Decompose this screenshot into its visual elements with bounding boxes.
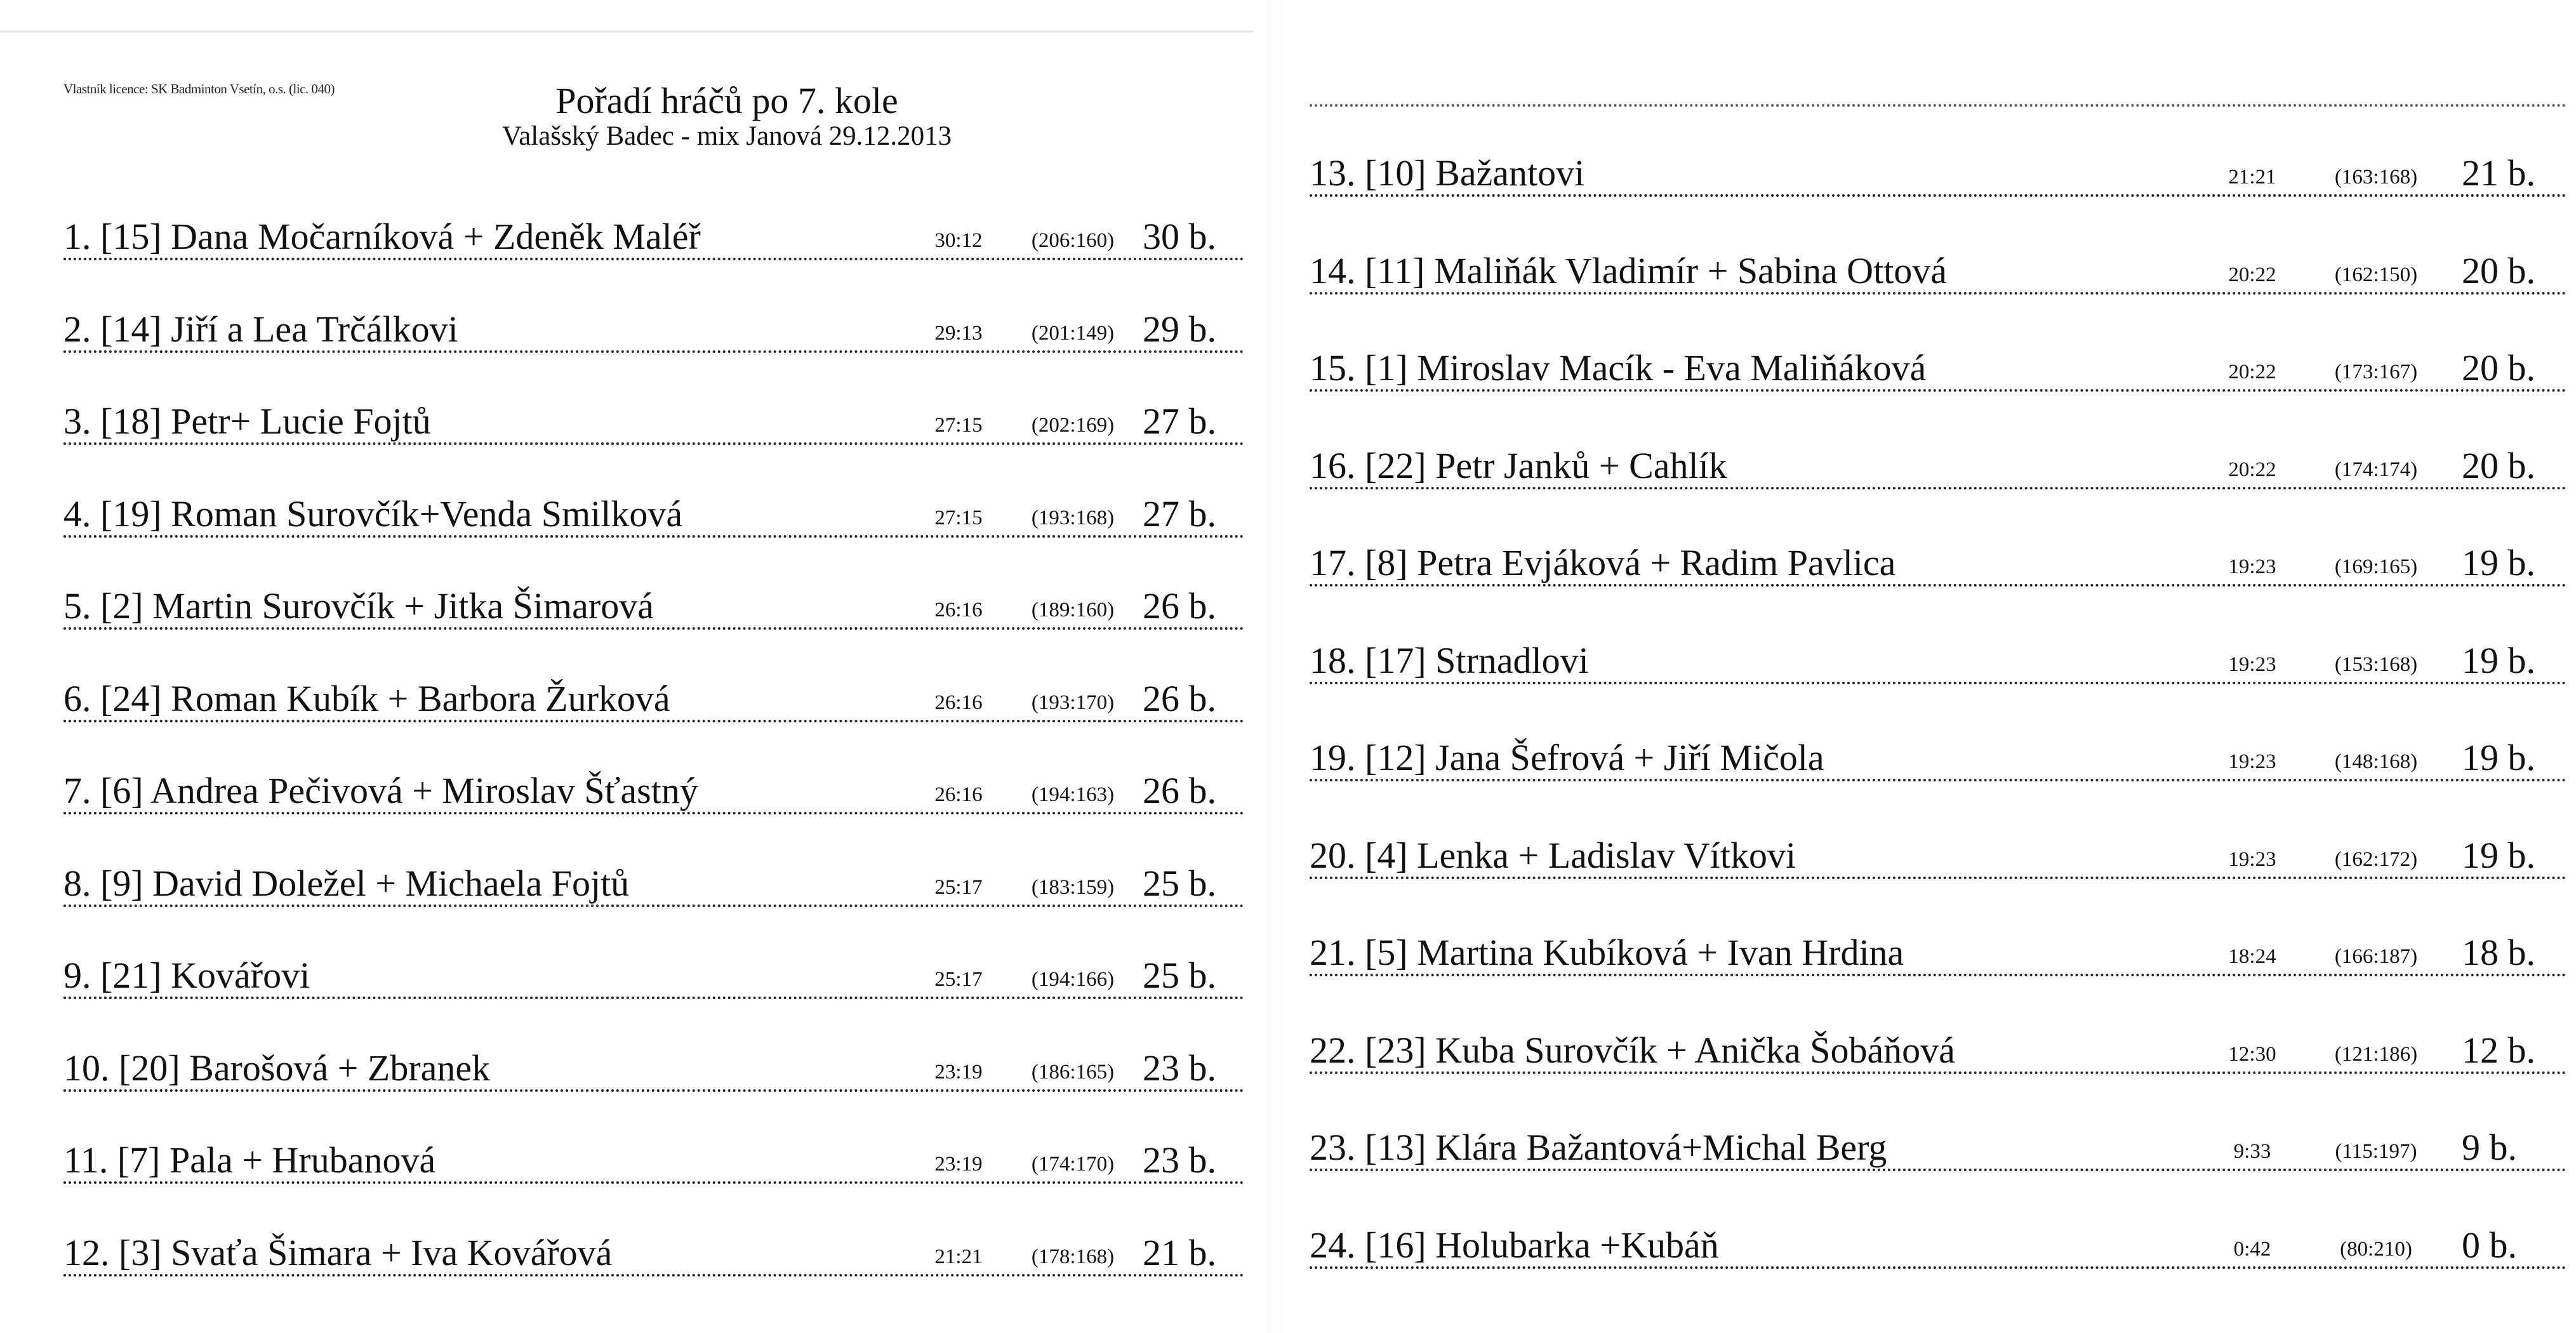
sets-score: 9:33	[2233, 1140, 2271, 1163]
player-pair-label: 11. [7] Pala + Hrubanová	[63, 1139, 436, 1181]
sets-score: 23:19	[934, 1153, 983, 1176]
dotted-leader	[1310, 487, 2566, 489]
standings-row	[63, 640, 1244, 722]
points-total: 20 b.	[2462, 347, 2535, 388]
standings-row	[63, 178, 1244, 260]
page-subtitle: Valašský Badec - mix Janová 29.12.2013	[501, 121, 952, 151]
sets-score: 30:12	[934, 229, 983, 252]
standings-row	[1310, 407, 2566, 489]
dotted-leader	[1310, 194, 2566, 197]
sets-score: 19:23	[2228, 555, 2276, 578]
rally-score: (186:165)	[1031, 1060, 1115, 1084]
player-pair-label: 7. [6] Andrea Pečivová + Miroslav Šťastný	[63, 770, 698, 811]
sets-score: 26:16	[934, 691, 983, 714]
left-page	[0, 0, 1266, 1333]
points-total: 12 b.	[2462, 1029, 2535, 1071]
points-total: 21 b.	[2462, 152, 2535, 194]
standings-row	[63, 362, 1244, 445]
sets-score: 23:19	[934, 1060, 983, 1084]
player-pair-label: 20. [4] Lenka + Ladislav Vítkovi	[1310, 834, 1796, 876]
points-total: 20 b.	[2462, 249, 2535, 291]
points-total: 19 b.	[2462, 737, 2535, 778]
dotted-leader	[63, 1089, 1244, 1092]
rally-score: (162:172)	[2334, 847, 2418, 871]
player-pair-label: 24. [16] Holubarka +Kubáň	[1310, 1224, 1719, 1266]
standings-row	[1310, 1089, 2566, 1171]
standings-row	[1310, 894, 2566, 976]
points-total: 18 b.	[2462, 932, 2535, 973]
dotted-leader	[63, 350, 1244, 353]
rally-score: (193:168)	[1031, 506, 1115, 529]
dotted-leader	[63, 905, 1244, 907]
dotted-leader	[1310, 292, 2566, 295]
sets-score: 19:23	[2228, 653, 2276, 676]
points-total: 29 b.	[1143, 308, 1216, 350]
dotted-leader	[1310, 779, 2566, 781]
player-pair-label: 19. [12] Jana Šefrová + Jiří Mičola	[1310, 737, 1824, 778]
right-page	[1282, 0, 2576, 1333]
standings-row	[1310, 797, 2566, 879]
rally-score: (193:170)	[1031, 691, 1115, 714]
sets-score: 12:30	[2228, 1042, 2276, 1066]
player-pair-label: 2. [14] Jiří a Lea Trčálkovi	[63, 308, 458, 350]
dotted-leader	[1310, 877, 2566, 879]
rally-score: (115:197)	[2335, 1140, 2417, 1163]
points-total: 26 b.	[1143, 770, 1216, 811]
standings-row	[63, 1194, 1244, 1277]
rally-score: (148:168)	[2334, 750, 2418, 773]
player-pair-label: 14. [11] Maliňák Vladimír + Sabina Ottová	[1310, 249, 1948, 291]
standings-row	[63, 917, 1244, 999]
page-top-edge	[0, 30, 1254, 32]
standings-row	[1310, 991, 2566, 1074]
dotted-leader	[1310, 1169, 2566, 1171]
sets-score: 26:16	[934, 783, 983, 806]
player-pair-label: 6. [24] Roman Kubík + Barbora Žurková	[63, 677, 670, 719]
rally-score: (189:160)	[1031, 599, 1115, 621]
player-pair-label: 1. [15] Dana Močarníková + Zdeněk Maléř	[63, 216, 701, 257]
standings-row	[63, 732, 1244, 814]
sets-score: 0:42	[2233, 1237, 2271, 1261]
standings-row	[63, 547, 1244, 630]
rally-score: (178:168)	[1031, 1245, 1115, 1268]
dotted-leader	[1310, 1266, 2566, 1269]
sets-score: 25:17	[934, 968, 983, 991]
player-pair-label: 5. [2] Martin Surovčík + Jitka Šimarová	[63, 585, 654, 627]
player-pair-label: 18. [17] Strnadlovi	[1310, 639, 1589, 681]
player-pair-label: 13. [10] Bažantovi	[1310, 152, 1585, 194]
points-total: 21 b.	[1143, 1231, 1216, 1273]
page-title: Pořadí hráčů po 7. kole	[555, 80, 898, 121]
sets-score: 18:24	[2228, 945, 2276, 968]
points-total: 30 b.	[1143, 216, 1216, 257]
player-pair-label: 21. [5] Martina Kubíková + Ivan Hrdina	[1310, 932, 1904, 973]
sets-score: 21:21	[934, 1245, 983, 1268]
rally-score: (174:174)	[2334, 458, 2418, 481]
points-total: 19 b.	[2462, 542, 2535, 583]
sets-score: 19:23	[2228, 750, 2276, 773]
rally-score: (206:160)	[1031, 229, 1115, 252]
standings-row	[63, 1009, 1244, 1092]
points-total: 20 b.	[2462, 444, 2535, 486]
dotted-leader	[1310, 584, 2566, 587]
sets-score: 20:22	[2228, 361, 2276, 383]
rally-score: (194:163)	[1031, 783, 1115, 806]
standings-row	[1310, 1186, 2566, 1269]
player-pair-label: 15. [1] Miroslav Macík - Eva Maliňáková	[1310, 347, 1927, 388]
standings-row	[63, 455, 1244, 538]
rally-score: (80:210)	[2340, 1237, 2412, 1261]
player-pair-label: 22. [23] Kuba Surovčík + Anička Šobáňová	[1310, 1029, 1955, 1071]
standings-row	[1310, 212, 2566, 295]
dotted-leader	[63, 258, 1244, 260]
standings-row	[63, 825, 1244, 907]
points-total: 26 b.	[1143, 677, 1216, 719]
page-gap	[1266, 0, 1282, 1333]
dotted-leader	[1310, 389, 2566, 392]
player-pair-label: 12. [3] Svaťa Šimara + Iva Kovářová	[63, 1231, 613, 1273]
standings-row	[63, 270, 1244, 353]
rally-score: (163:168)	[2334, 166, 2418, 189]
dotted-leader	[63, 627, 1244, 630]
sets-score: 19:23	[2228, 847, 2276, 871]
standings-row	[1310, 602, 2566, 684]
points-total: 25 b.	[1143, 955, 1216, 996]
licence-note: Vlastník licence: SK Badminton Vsetín, o.s. (lic. 040)	[63, 81, 335, 96]
sets-score: 20:22	[2228, 458, 2276, 481]
player-pair-label: 3. [18] Petr+ Lucie Fojtů	[63, 401, 431, 442]
dotted-leader	[1310, 682, 2566, 684]
player-pair-label: 17. [8] Petra Evjáková + Radim Pavlica	[1310, 542, 1896, 583]
points-total: 23 b.	[1143, 1047, 1216, 1089]
rally-score: (202:169)	[1031, 414, 1115, 437]
dotted-leader	[63, 997, 1244, 999]
rally-score: (153:168)	[2334, 653, 2418, 676]
points-total: 27 b.	[1143, 493, 1216, 534]
points-total: 19 b.	[2462, 834, 2535, 876]
standings-row	[1310, 699, 2566, 781]
player-pair-label: 9. [21] Kovářovi	[63, 955, 310, 996]
points-total: 9 b.	[2462, 1127, 2517, 1168]
dotted-leader	[63, 720, 1244, 722]
rally-score: (201:149)	[1031, 321, 1115, 345]
sets-score: 29:13	[934, 321, 983, 345]
points-total: 25 b.	[1143, 862, 1216, 904]
points-total: 26 b.	[1143, 585, 1216, 627]
rally-score: (166:187)	[2334, 945, 2418, 968]
points-total: 0 b.	[2462, 1224, 2517, 1266]
dotted-leader	[63, 535, 1244, 538]
dotted-leader	[63, 442, 1244, 445]
sets-score: 21:21	[2228, 166, 2276, 189]
standings-row	[63, 1101, 1244, 1184]
rally-score: (183:159)	[1031, 875, 1115, 899]
points-total: 19 b.	[2462, 639, 2535, 681]
standings-row	[1310, 114, 2566, 197]
rally-score: (121:186)	[2334, 1042, 2418, 1066]
dotted-leader	[1310, 1071, 2566, 1074]
dotted-leader	[63, 1181, 1244, 1184]
points-total: 23 b.	[1143, 1139, 1216, 1181]
rally-score: (162:150)	[2334, 263, 2418, 286]
player-pair-label: 8. [9] David Doležel + Michaela Fojtů	[63, 862, 630, 904]
dotted-separator	[1310, 104, 2566, 107]
dotted-leader	[63, 1274, 1244, 1277]
dotted-leader	[63, 812, 1244, 814]
sets-score: 20:22	[2228, 263, 2276, 286]
standings-row	[1310, 309, 2566, 392]
rally-score: (173:167)	[2334, 361, 2418, 383]
dotted-leader	[1310, 974, 2566, 976]
player-pair-label: 16. [22] Petr Janků + Cahlík	[1310, 444, 1727, 486]
sets-score: 26:16	[934, 599, 983, 621]
player-pair-label: 4. [19] Roman Surovčík+Venda Smilková	[63, 493, 683, 534]
rally-score: (194:166)	[1031, 968, 1115, 991]
player-pair-label: 23. [13] Klára Bažantová+Michal Berg	[1310, 1127, 1887, 1168]
rally-score: (174:170)	[1031, 1153, 1115, 1176]
points-total: 27 b.	[1143, 401, 1216, 442]
sets-score: 25:17	[934, 875, 983, 899]
sets-score: 27:15	[934, 414, 983, 437]
rally-score: (169:165)	[2334, 555, 2418, 578]
sets-score: 27:15	[934, 506, 983, 529]
player-pair-label: 10. [20] Barošová + Zbranek	[63, 1047, 491, 1089]
standings-row	[1310, 504, 2566, 587]
